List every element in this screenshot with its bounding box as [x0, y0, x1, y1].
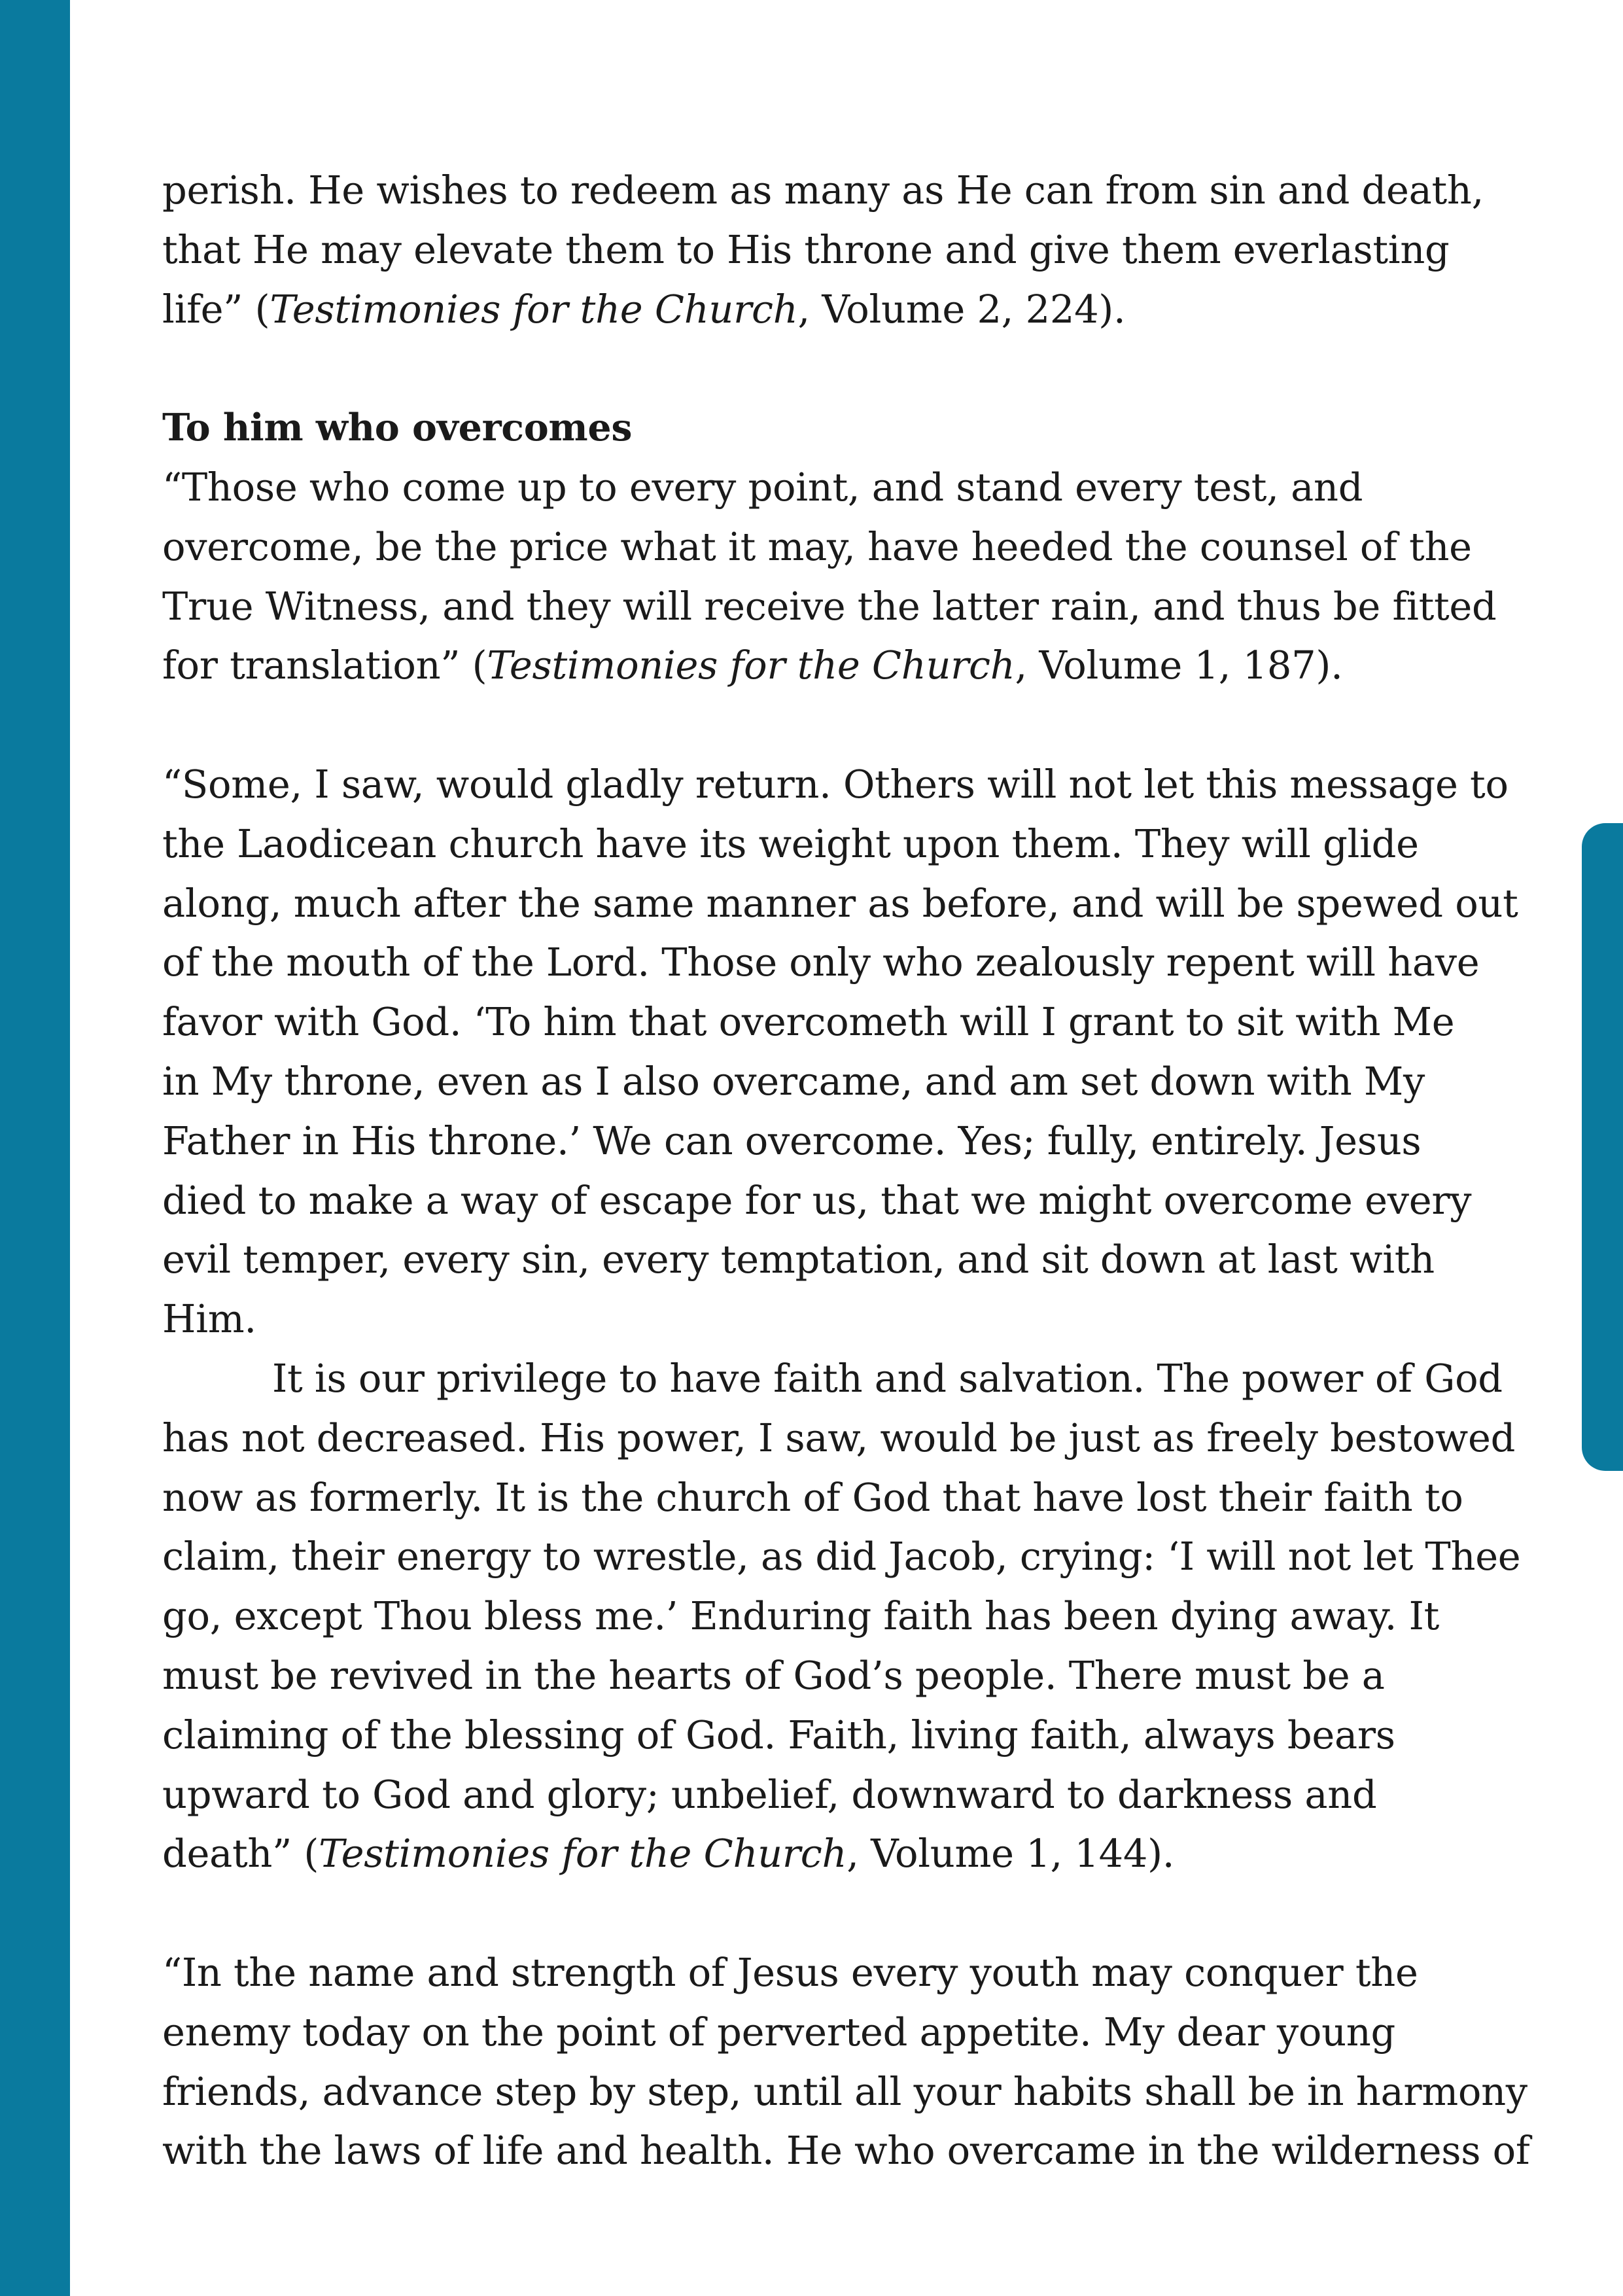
text-line: overcome, be the price what it may, have heeded the counsel of the — [162, 523, 1472, 569]
text-line: in My throne, even as I also overcame, and am set down with My — [162, 1058, 1425, 1104]
citation-line: for translation” (Testimonies for the Church, Volume 1, 187). — [162, 643, 1343, 688]
text-line: “Those who come up to every point, and stand every test, and — [162, 464, 1363, 510]
text-line: True Witness, and they will receive the latter rain, and thus be fitted — [162, 583, 1497, 629]
paragraph-continuation — [162, 161, 1484, 339]
quote-paragraph-4 — [162, 1943, 1530, 2181]
text-line: claim, their energy to wrestle, as did Jacob, crying: ‘I will not let Thee — [162, 1534, 1521, 1580]
section-heading: To him who overcomes — [162, 406, 633, 450]
text-line: enemy today on the point of perverted appetite. My dear young — [162, 2009, 1395, 2055]
text-line: friends, advance step by step, until all your habits shall be in harmony — [162, 2068, 1527, 2114]
quote-paragraph-2 — [162, 755, 1518, 1349]
text-line: now as formerly. It is the church of God that have lost their faith to — [162, 1474, 1463, 1520]
text-line: go, except Thou bless me.’ Enduring faith has been dying away. It — [162, 1593, 1439, 1639]
text-line: along, much after the same manner as before, and will be spewed out — [162, 880, 1518, 926]
text-line: must be revived in the hearts of God’s people. There must be a — [162, 1652, 1385, 1698]
citation-title: Testimonies for the Church — [319, 1831, 847, 1877]
text-line: Him. — [162, 1296, 256, 1342]
text-line: It is our privilege to have faith and salvation. The power of God — [272, 1355, 1503, 1401]
quote-paragraph-3 — [162, 1349, 1521, 1884]
chapter-side-tab — [1582, 823, 1623, 1471]
quote-paragraph-1 — [162, 458, 1497, 696]
text-line: with the laws of life and health. He who overcame in the wilderness of — [162, 2128, 1530, 2174]
citation-title: Testimonies for the Church — [270, 286, 798, 332]
text-line: evil temper, every sin, every temptation, and sit down at last with — [162, 1237, 1435, 1282]
text-line: of the mouth of the Lord. Those only who zealously repent will have — [162, 940, 1480, 985]
citation-title: Testimonies for the Church — [487, 643, 1015, 688]
citation-line: life” (Testimonies for the Church, Volume 2, 224). — [162, 286, 1126, 332]
text-line: upward to God and glory; unbelief, downward to darkness and — [162, 1771, 1377, 1817]
text-line: claiming of the blessing of God. Faith, living faith, always bears — [162, 1712, 1395, 1757]
left-accent-bar — [0, 0, 70, 2296]
text-line: favor with God. ‘To him that overcometh will I grant to sit with Me — [162, 999, 1455, 1045]
text-line: has not decreased. His power, I saw, would be just as freely bestowed — [162, 1415, 1516, 1460]
text-line: “In the name and strength of Jesus every youth may conquer the — [162, 1949, 1418, 1995]
text-line: perish. He wishes to redeem as many as He can from sin and death, — [162, 168, 1484, 213]
text-line: that He may elevate them to His throne and give them everlasting — [162, 226, 1450, 272]
text-line: “Some, I saw, would gladly return. Others will not let this message to — [162, 761, 1509, 807]
page-body — [162, 161, 1530, 2181]
text-line: Father in His throne.’ We can overcome. Yes; fully, entirely. Jesus — [162, 1118, 1422, 1163]
text-line: the Laodicean church have its weight upon them. They will glide — [162, 821, 1419, 866]
citation-line: death” (Testimonies for the Church, Volume 1, 144). — [162, 1831, 1175, 1877]
text-line: died to make a way of escape for us, that we might overcome every — [162, 1177, 1472, 1223]
